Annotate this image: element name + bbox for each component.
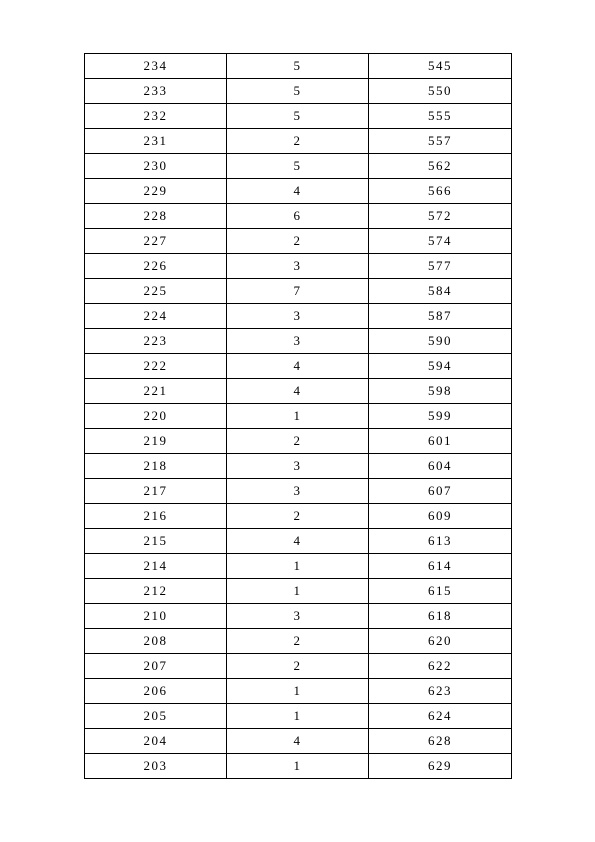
table-row [85, 79, 512, 104]
count-cell: 3 [227, 454, 369, 479]
score-cell: 203 [85, 754, 227, 779]
table-row [85, 654, 512, 679]
table-row [85, 629, 512, 654]
cumulative-cell: 604 [369, 454, 512, 479]
count-cell: 1 [227, 679, 369, 704]
count-cell: 5 [227, 104, 369, 129]
table-row [85, 454, 512, 479]
count-cell: 1 [227, 404, 369, 429]
count-cell: 3 [227, 254, 369, 279]
cumulative-cell: 566 [369, 179, 512, 204]
count-cell: 2 [227, 504, 369, 529]
cumulative-cell: 623 [369, 679, 512, 704]
count-cell: 3 [227, 304, 369, 329]
score-cell: 234 [85, 54, 227, 79]
score-cell: 225 [85, 279, 227, 304]
count-cell: 4 [227, 729, 369, 754]
table-row [85, 329, 512, 354]
cumulative-cell: 555 [369, 104, 512, 129]
count-cell: 4 [227, 354, 369, 379]
count-cell: 3 [227, 329, 369, 354]
cumulative-cell: 550 [369, 79, 512, 104]
count-cell: 1 [227, 754, 369, 779]
count-cell: 2 [227, 229, 369, 254]
table-row [85, 354, 512, 379]
score-cell: 228 [85, 204, 227, 229]
table-row [85, 229, 512, 254]
table-row [85, 379, 512, 404]
score-cell: 219 [85, 429, 227, 454]
cumulative-cell: 557 [369, 129, 512, 154]
score-cell: 210 [85, 604, 227, 629]
table-row [85, 554, 512, 579]
table-row [85, 254, 512, 279]
count-cell: 1 [227, 579, 369, 604]
score-cell: 214 [85, 554, 227, 579]
cumulative-cell: 572 [369, 204, 512, 229]
score-cell: 205 [85, 704, 227, 729]
score-cell: 226 [85, 254, 227, 279]
table-row [85, 579, 512, 604]
table-body [85, 54, 512, 779]
table-row [85, 679, 512, 704]
table-row [85, 129, 512, 154]
score-cell: 231 [85, 129, 227, 154]
score-cell: 207 [85, 654, 227, 679]
count-cell: 5 [227, 154, 369, 179]
score-cell: 218 [85, 454, 227, 479]
score-cell: 204 [85, 729, 227, 754]
score-cell: 222 [85, 354, 227, 379]
score-cell: 232 [85, 104, 227, 129]
score-cell: 206 [85, 679, 227, 704]
score-cell: 212 [85, 579, 227, 604]
cumulative-cell: 628 [369, 729, 512, 754]
count-cell: 4 [227, 529, 369, 554]
table-row [85, 704, 512, 729]
count-cell: 7 [227, 279, 369, 304]
count-cell: 4 [227, 379, 369, 404]
cumulative-cell: 574 [369, 229, 512, 254]
cumulative-cell: 624 [369, 704, 512, 729]
cumulative-cell: 618 [369, 604, 512, 629]
table-row [85, 729, 512, 754]
cumulative-cell: 587 [369, 304, 512, 329]
table-row [85, 479, 512, 504]
cumulative-cell: 594 [369, 354, 512, 379]
cumulative-cell: 577 [369, 254, 512, 279]
cumulative-cell: 607 [369, 479, 512, 504]
score-cell: 223 [85, 329, 227, 354]
cumulative-cell: 622 [369, 654, 512, 679]
score-cell: 224 [85, 304, 227, 329]
cumulative-cell: 584 [369, 279, 512, 304]
count-cell: 1 [227, 704, 369, 729]
score-cell: 229 [85, 179, 227, 204]
table-row [85, 54, 512, 79]
score-cell: 208 [85, 629, 227, 654]
table-row [85, 404, 512, 429]
cumulative-cell: 545 [369, 54, 512, 79]
table-row [85, 754, 512, 779]
cumulative-cell: 590 [369, 329, 512, 354]
score-cell: 230 [85, 154, 227, 179]
score-cell: 220 [85, 404, 227, 429]
cumulative-cell: 613 [369, 529, 512, 554]
score-cell: 233 [85, 79, 227, 104]
count-cell: 3 [227, 479, 369, 504]
score-cell: 217 [85, 479, 227, 504]
table-row [85, 154, 512, 179]
score-cell: 221 [85, 379, 227, 404]
table-row [85, 304, 512, 329]
score-cell: 215 [85, 529, 227, 554]
table-row [85, 179, 512, 204]
count-cell: 1 [227, 554, 369, 579]
table-row [85, 279, 512, 304]
table-row [85, 204, 512, 229]
table-row [85, 104, 512, 129]
data-table [84, 53, 512, 779]
cumulative-cell: 609 [369, 504, 512, 529]
cumulative-cell: 562 [369, 154, 512, 179]
cumulative-cell: 614 [369, 554, 512, 579]
count-cell: 2 [227, 654, 369, 679]
count-cell: 3 [227, 604, 369, 629]
count-cell: 5 [227, 54, 369, 79]
cumulative-cell: 629 [369, 754, 512, 779]
table-row [85, 504, 512, 529]
count-cell: 2 [227, 429, 369, 454]
cumulative-cell: 599 [369, 404, 512, 429]
cumulative-cell: 620 [369, 629, 512, 654]
score-cell: 216 [85, 504, 227, 529]
count-cell: 6 [227, 204, 369, 229]
cumulative-cell: 615 [369, 579, 512, 604]
cumulative-cell: 598 [369, 379, 512, 404]
table-row [85, 429, 512, 454]
cumulative-cell: 601 [369, 429, 512, 454]
score-cell: 227 [85, 229, 227, 254]
count-cell: 2 [227, 629, 369, 654]
count-cell: 2 [227, 129, 369, 154]
table-row [85, 529, 512, 554]
count-cell: 5 [227, 79, 369, 104]
count-cell: 4 [227, 179, 369, 204]
table-row [85, 604, 512, 629]
